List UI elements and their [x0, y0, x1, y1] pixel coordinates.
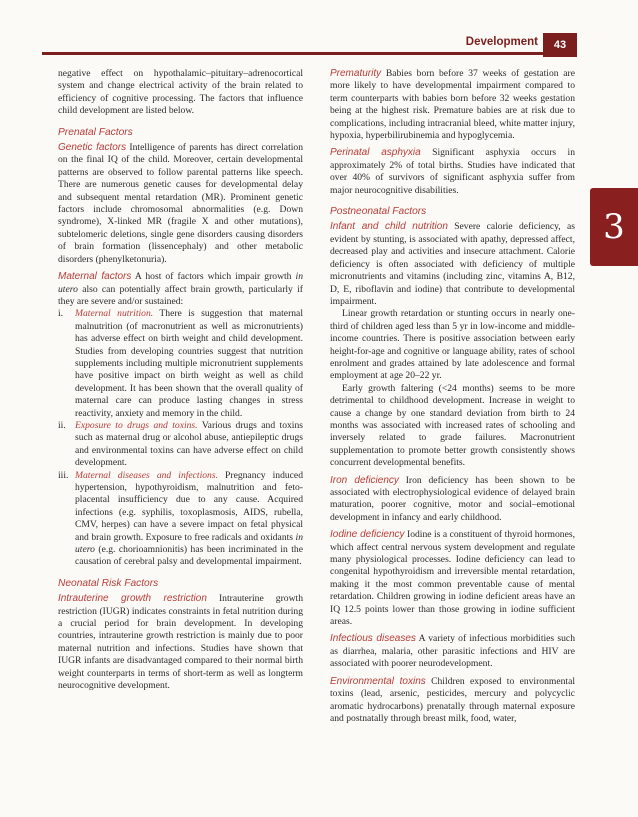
running-header: [0, 0, 638, 60]
paragraph-maternal-factors: Maternal factors A host of factors which impair growth in utero also can potentially affect brain growth, particularly if they are severe and/or sustained:: [58, 271, 304, 307]
list-item: ii. Exposure to drugs and toxins. Various drugs and toxins such as maternal drug or alcohol abuse, antiepileptic drugs and environmental toxins can have adverse effect on child development.: [58, 419, 304, 469]
right-column: [330, 68, 575, 725]
run-in-infant-nutrition: Infant and child nutrition: [330, 221, 448, 233]
intro-paragraph: negative effect on hypothalamic–pituitary–adrenocortical system and change electrical activity of the brain related to efficiency of cognitive processing. The factors that influence child development are listed below.: [58, 68, 303, 117]
paragraph-genetic-factors: Genetic factors Intelligence of parents has direct correlation on the final IQ of the child. Moreover, certain developmental patterns are observed to follow parental patterns like speech. There are numerous genetic causes for developmental delay and subsequent mental retardation (MR). Prominent genetic factors include chromosomal abnormalities (e.g. Down syndrome), X-linked MR (fragile X and other mutations), subtelomeric deletions, single gene disorders causing disorders of brain formation (lissencephaly) and other metabolic disorders (phenylketonuria).: [58, 142, 303, 265]
paragraph-prematurity: Prematurity Babies born before 37 weeks of gestation are more likely to have developmental impairment compared to term counterparts with babies born before 32 weeks gestation being at the highest risk. Premature babies are at risk due to complications, including intracranial bleed, white matter injury, hypoxia, hyperbilirubinemia and hypoglycemia.: [330, 68, 575, 142]
run-in-genetic-factors: Genetic factors: [58, 142, 127, 154]
paragraph-iugr: Intrauterine growth restriction Intrauterine growth restriction (IUGR) indicates constraints in fetal nutrition during a crucial period for brain development. In developing countries, intrauterine growth restriction is mainly due to poor maternal nutrition and infections. Studies have shown that IUGR infants are disadvantaged compared to their normal birth weight counterparts in terms of short-term as well as longterm neurocognitive development.: [58, 593, 303, 692]
heading-postneonatal-factors: Postneonatal Factors: [330, 206, 427, 218]
heading-neonatal-risk-factors: Neonatal Risk Factors: [58, 577, 159, 589]
paragraph-infectious-diseases: Infectious diseases A variety of infectious morbidities such as diarrhea, malaria, other parasitic infections and HIV are associated with poorer neurodevelopment.: [330, 633, 575, 670]
run-in-iugr: Intrauterine growth restriction: [58, 593, 207, 605]
maternal-factors-list: [58, 308, 303, 569]
header-rule: [42, 52, 570, 55]
chapter-tab: 3: [590, 188, 638, 266]
run-in-prematurity: Prematurity: [330, 68, 382, 79]
paragraph-environmental-toxins: Environmental toxins Children exposed to environmental toxins (lead, arsenic, pesticides, mercury and polycyclic aromatic hydrocarbons) prenatally through maternal exposure and postnatally through breast milk, food, water,: [330, 675, 575, 724]
run-in-perinatal-asphyxia: Perinatal asphyxia: [330, 147, 421, 159]
run-in-iodine-deficiency: Iodine deficiency: [330, 529, 405, 541]
left-column: [58, 68, 303, 693]
page-number: 43: [543, 33, 577, 57]
paragraph-iodine-deficiency: Iodine deficiency Iodine is a constituent of thyroid hormones, which affect central nervous system development and regulate many physiological processes. Iodine deficiency can lead to congenital hypothyroidism and irreversible mental retardation, making it the most common preventable cause of mental retardation. Children growing in iodine deficient areas have an IQ 12.5 points lower than those growing in iodine sufficient areas.: [330, 529, 575, 628]
run-in-iron-deficiency: Iron deficiency: [330, 474, 399, 486]
run-in-infectious-diseases: Infectious diseases: [330, 633, 416, 645]
list-item: i. Maternal nutrition. There is suggestion that maternal malnutrition (of macronutrient as well as micronutrients) has adverse effect on birth weight and child development. Studies from developing countries suggest that nutrition supplements including multiple micronutrient supplements have positive impact on birth weight as well as child development. It has been shown that the overall quality of maternal care can produce lasting changes in stress reactivity, anxiety and memory in the child.: [58, 308, 303, 419]
run-in-maternal-factors: Maternal factors: [58, 271, 132, 283]
paragraph-iron-deficiency: Iron deficiency Iron deficiency has been shown to be associated with electrophysiological evidence of delayed brain maturation, poorer cognitive, motor and social–emotional development in infancy and early childhood.: [330, 474, 575, 523]
run-in-environmental-toxins: Environmental toxins: [330, 675, 426, 687]
section-title: Development: [465, 36, 538, 48]
paragraph-growth-faltering: Early growth faltering (<24 months) seems to be more detrimental to childhood development. Increase in weight to cause a change by one standard deviation from birth to 24 months was associated with increased rates of schooling and inversely related to grade failures. Macronutrient supplementation to promote better growth consistently shows concurrent developmental benefits.: [330, 382, 575, 469]
heading-prenatal-factors: Prenatal Factors: [58, 126, 133, 138]
paragraph-infant-nutrition: Infant and child nutrition Severe calorie deficiency, as evident by stunting, is associated with apathy, depressed affect, decreased play and activities and insecure attachment. Calorie deficiency is often associated with deficiency of multiple micronutrients and vitamins (including zinc, vitamins A, B12, D, E, riboflavin and iodine) that contribute to developmental impairment.: [330, 221, 575, 307]
paragraph-perinatal-asphyxia: Perinatal asphyxia Significant asphyxia occurs in approximately 2% of total births. Studies have indicated that over 40% of survivors of significant asphyxia suffer from major neurocognitive disabilities.: [330, 147, 576, 196]
paragraph-linear-growth: Linear growth retardation or stunting occurs in nearly one-third of children aged less than 5 yr in low-income and middle-income countries. There is positive association between early height-for-age and cognitive or language ability, rates of school enrolment and grades attained by late adolescence and formal employment at age 20–22 yr.: [330, 308, 575, 382]
list-item: iii. Maternal diseases and infections. Pregnancy induced hypertension, hypothyroidism, malnutrition and feto-placental insufficiency due to any cause. Acquired infections (e.g. syphilis, toxoplasmosis, AIDS, rubella, CMV, herpes) can have a severe impact on fetal physical and brain growth. Exposure to free radicals and oxidants in utero (e.g. chorioamnionitis) has been incriminated in the causation of cerebral palsy and developmental impairment.: [58, 469, 303, 568]
